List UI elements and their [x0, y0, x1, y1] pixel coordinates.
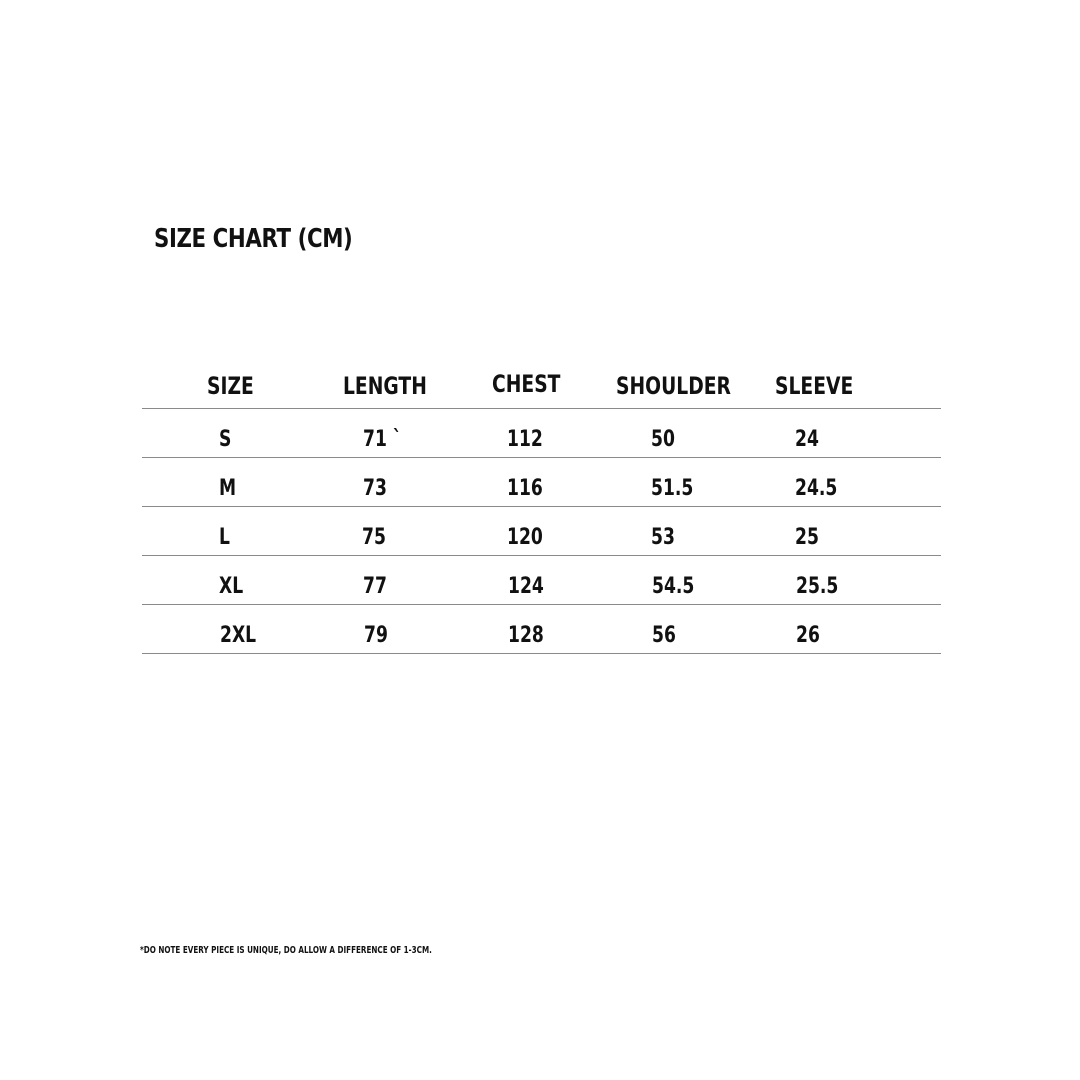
cell-chest: 112 — [507, 426, 543, 452]
cell-size: M — [219, 475, 237, 501]
cell-chest: 116 — [507, 475, 543, 501]
cell-sleeve: 24.5 — [795, 475, 838, 501]
cell-sleeve: 25.5 — [796, 573, 839, 599]
page-title: SIZE CHART (CM) — [154, 224, 353, 254]
cell-size: S — [219, 426, 232, 452]
table-row — [142, 556, 941, 605]
cell-sleeve: 24 — [795, 426, 819, 452]
cell-chest: 120 — [507, 524, 543, 550]
column-header-shoulder: SHOULDER — [616, 372, 731, 400]
footnote: *DO NOTE EVERY PIECE IS UNIQUE, DO ALLOW A DIFFERENCE OF 1-3CM. — [140, 945, 432, 956]
cell-shoulder: 54.5 — [652, 573, 695, 599]
cell-shoulder: 53 — [651, 524, 675, 550]
cell-length: 75 — [362, 524, 386, 550]
column-header-sleeve: SLEEVE — [775, 372, 854, 400]
cell-sleeve: 25 — [795, 524, 819, 550]
cell-size: XL — [219, 573, 244, 599]
cell-length: 71 ` — [363, 426, 402, 452]
table-row — [142, 458, 941, 507]
table-row — [142, 507, 941, 556]
column-header-size: SIZE — [207, 372, 254, 400]
cell-shoulder: 56 — [652, 622, 676, 648]
column-header-chest: CHEST — [492, 370, 561, 398]
cell-shoulder: 51.5 — [651, 475, 694, 501]
table-row — [142, 605, 941, 654]
cell-length: 79 — [364, 622, 388, 648]
size-chart-table — [142, 364, 941, 654]
cell-length: 73 — [363, 475, 387, 501]
cell-shoulder: 50 — [651, 426, 675, 452]
column-header-length: LENGTH — [343, 372, 427, 400]
cell-length: 77 — [363, 573, 387, 599]
table-row — [142, 409, 941, 458]
cell-sleeve: 26 — [796, 622, 820, 648]
cell-chest: 128 — [508, 622, 544, 648]
cell-size: L — [219, 524, 230, 550]
cell-size: 2XL — [220, 622, 257, 648]
cell-chest: 124 — [508, 573, 544, 599]
table-header-row — [142, 364, 941, 409]
